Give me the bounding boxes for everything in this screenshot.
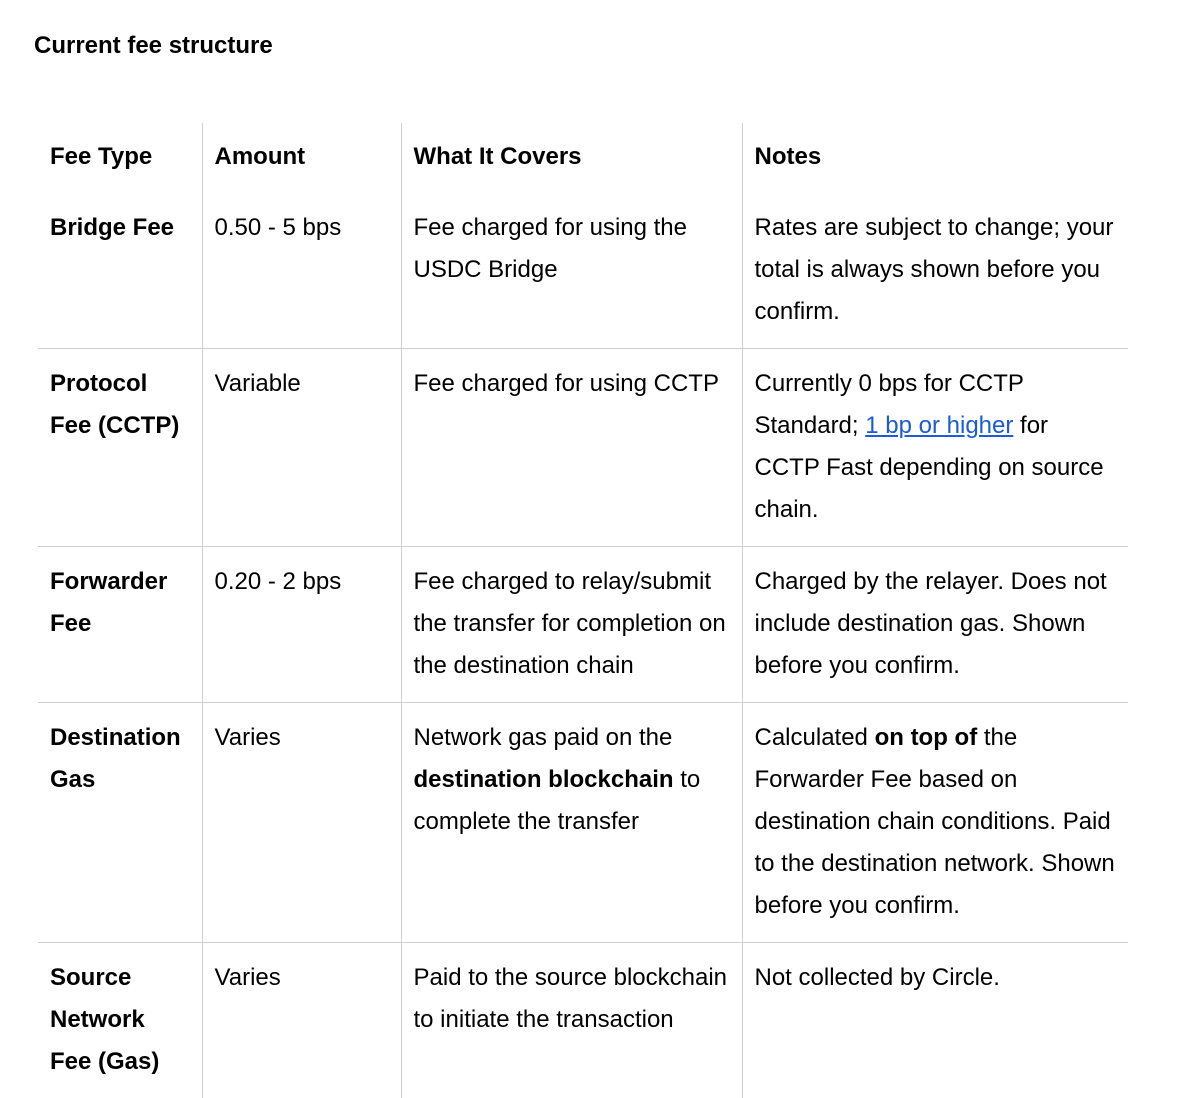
notes-text: Currently 0 bps for CCTP Standard;	[755, 370, 1024, 439]
notes-text: for CCTP Fast depending on source chain.	[755, 412, 1104, 523]
amount-cell: Variable	[202, 349, 401, 547]
header-fee-type: Fee Type	[38, 123, 202, 193]
table-row	[38, 349, 1128, 547]
table-row	[38, 193, 1128, 349]
amount-cell: Varies	[202, 703, 401, 943]
fee-type-cell: Bridge Fee	[38, 193, 202, 349]
fee-type-cell: Forwarder Fee	[38, 547, 202, 703]
header-what-it-covers: What It Covers	[401, 123, 742, 193]
notes-text: the Forwarder Fee based on destination chain conditions. Paid to the destination network. Shown before you confirm.	[755, 724, 1115, 919]
page-title: Current fee structure	[34, 30, 273, 62]
notes-emphasis: on top of	[875, 724, 978, 751]
header-notes: Notes	[742, 123, 1128, 193]
fee-details-link[interactable]: 1 bp or higher	[865, 412, 1013, 439]
table-row	[38, 547, 1128, 703]
table-row	[38, 943, 1128, 1098]
covers-cell: Fee charged to relay/submit the transfer for completion on the destination chain	[401, 547, 742, 703]
notes-text: Calculated	[755, 724, 875, 751]
covers-cell: Fee charged for using CCTP	[401, 349, 742, 547]
covers-cell: Paid to the source blockchain to initiate the transaction	[401, 943, 742, 1098]
covers-cell	[401, 703, 742, 943]
notes-cell	[742, 703, 1128, 943]
covers-emphasis: destination blockchain	[414, 766, 674, 793]
notes-cell: Rates are subject to change; your total is always shown before you confirm.	[742, 193, 1128, 349]
notes-cell: Charged by the relayer. Does not include destination gas. Shown before you confirm.	[742, 547, 1128, 703]
notes-cell: Not collected by Circle.	[742, 943, 1128, 1098]
fee-type-cell: Source Network Fee (Gas)	[38, 943, 202, 1098]
amount-cell: 0.50 - 5 bps	[202, 193, 401, 349]
notes-cell	[742, 349, 1128, 547]
table-row	[38, 703, 1128, 943]
covers-cell: Fee charged for using the USDC Bridge	[401, 193, 742, 349]
fee-type-cell: Destination Gas	[38, 703, 202, 943]
table-header-row	[38, 123, 1128, 193]
covers-text: to complete the transfer	[414, 766, 701, 835]
header-amount: Amount	[202, 123, 401, 193]
fee-table	[38, 123, 1128, 1098]
amount-cell: Varies	[202, 943, 401, 1098]
amount-cell: 0.20 - 2 bps	[202, 547, 401, 703]
covers-text: Network gas paid on the	[414, 724, 673, 751]
fee-type-cell: Protocol Fee (CCTP)	[38, 349, 202, 547]
